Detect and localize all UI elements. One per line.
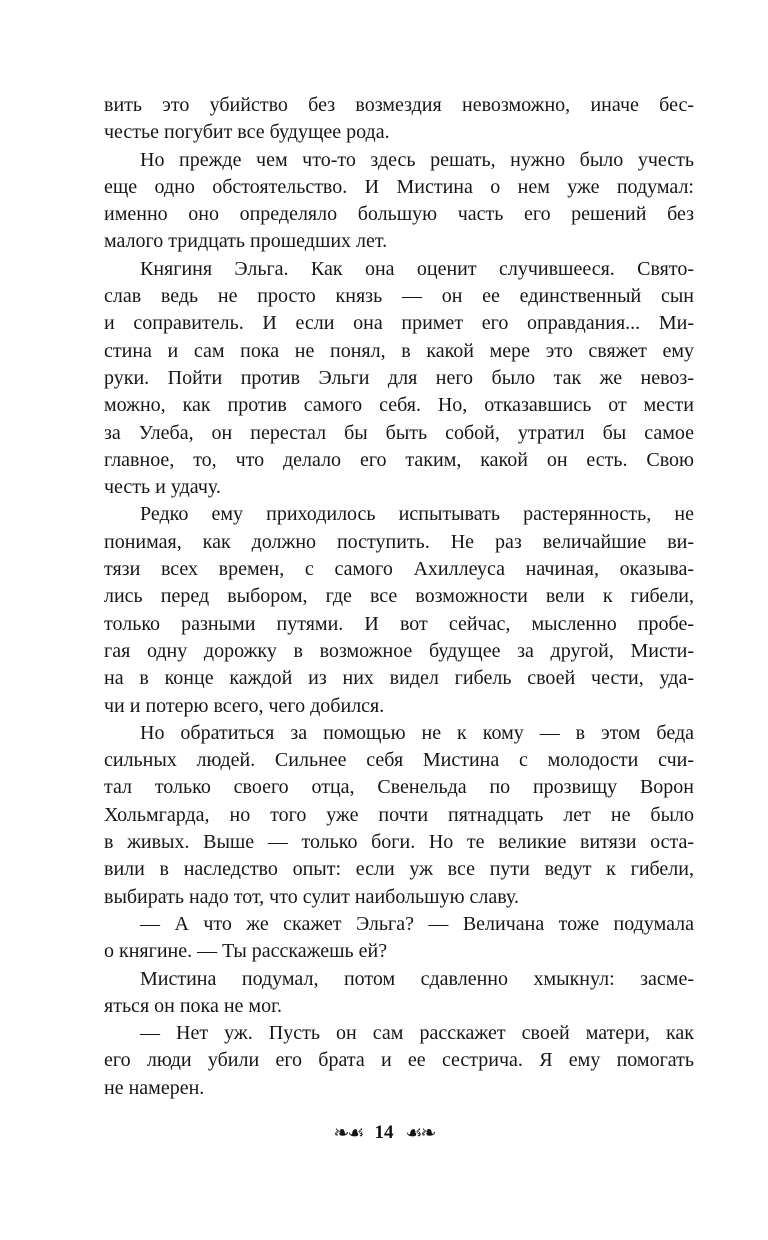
text-line: малого тридцать прошедших лет. <box>104 230 388 253</box>
paragraph <box>104 147 694 256</box>
text-line: честь и удачу. <box>104 476 221 499</box>
paragraph <box>104 92 694 147</box>
text-line: в живых. Выше — только боги. Но те великие витязи оста- <box>104 831 694 854</box>
text-line: не намерен. <box>104 1076 205 1099</box>
text-line: его люди убили его брата и ее сестрича. Я ему помогать <box>104 1049 694 1072</box>
text-line: яться он пока не мог. <box>104 994 283 1017</box>
text-line: лись перед выбором, где все возможности вели к гибели, <box>104 585 694 608</box>
text-line: понимая, как должно поступить. Не раз величайшие ви- <box>104 530 694 553</box>
text-line: тязи всех времен, с самого Ахиллеуса начиная, оказыва- <box>104 558 694 581</box>
page-footer <box>0 1122 768 1144</box>
ornament-right-icon: ☙❧ <box>405 1122 435 1144</box>
text-line: выбирать надо тот, что сулит наибольшую славу. <box>104 885 520 908</box>
text-line: вить это убийство без возмездия невозможно, иначе бес- <box>104 94 694 116</box>
text-line: за Улеба, он перестал бы быть собой, утратил бы самое <box>104 421 694 444</box>
text-line: гая одну дорожку в возможное будущее за другой, Мисти- <box>104 639 694 662</box>
text-line: — Нет уж. Пусть он сам расскажет своей матери, как <box>140 1022 694 1045</box>
text-line: главное, то, что делало его таким, какой он есть. Свою <box>104 448 694 471</box>
text-line: о княгине. — Ты расскажешь ей? <box>104 940 388 963</box>
ornament-left-icon: ❧☙ <box>333 1122 363 1144</box>
text-line: — А что же скажет Эльга? — Величана тоже подумала <box>140 912 694 935</box>
text-line: еще одно обстоятельство. И Мистина о нем уже подумал: <box>104 175 694 198</box>
paragraph <box>104 256 694 502</box>
text-line: на в конце каждой из них видел гибель своей чести, уда- <box>104 667 694 690</box>
paragraph <box>104 911 694 966</box>
page-number: 14 <box>374 1122 394 1143</box>
text-line: Княгиня Эльга. Как она оценит случившееся. Свято- <box>140 257 694 280</box>
text-line: руки. Пойти против Эльги для него было так же невоз- <box>104 366 694 389</box>
text-line: можно, как против самого себя. Но, отказавшись от мести <box>104 394 694 417</box>
text-line: Но обратиться за помощью не к кому — в этом беда <box>140 721 694 744</box>
text-line: стина и сам пока не понял, в какой мере это свяжет ему <box>104 339 694 362</box>
text-line: вили в наследство опыт: если уж все пути ведут к гибели, <box>104 858 694 881</box>
text-line: честье погубит все будущее рода. <box>104 121 390 144</box>
text-line: слав ведь не просто князь — он ее единственный сын <box>104 285 694 308</box>
text-line: Мистина подумал, потом сдавленно хмыкнул: засме- <box>140 967 694 990</box>
text-line: сильных людей. Сильнее себя Мистина с молодости счи- <box>104 749 694 772</box>
text-line: Хольмгарда, но того уже почти пятнадцать лет не было <box>104 803 694 826</box>
paragraph <box>104 966 694 1021</box>
text-line: и соправитель. И если она примет его оправдания... Ми- <box>104 312 694 335</box>
page-text <box>104 92 694 1102</box>
text-line: тал только своего отца, Свенельда по прозвищу Ворон <box>104 776 694 799</box>
text-line: чи и потерю всего, чего добился. <box>104 694 385 717</box>
text-line: Редко ему приходилось испытывать растерянность, не <box>140 503 694 526</box>
paragraph <box>104 1020 694 1102</box>
paragraph <box>104 720 694 911</box>
paragraph <box>104 501 694 719</box>
text-line: только разными путями. И вот сейчас, мысленно пробе- <box>104 612 694 635</box>
text-line: Но прежде чем что-то здесь решать, нужно было учесть <box>140 148 694 171</box>
text-line: именно оно определяло большую часть его решений без <box>104 203 694 226</box>
